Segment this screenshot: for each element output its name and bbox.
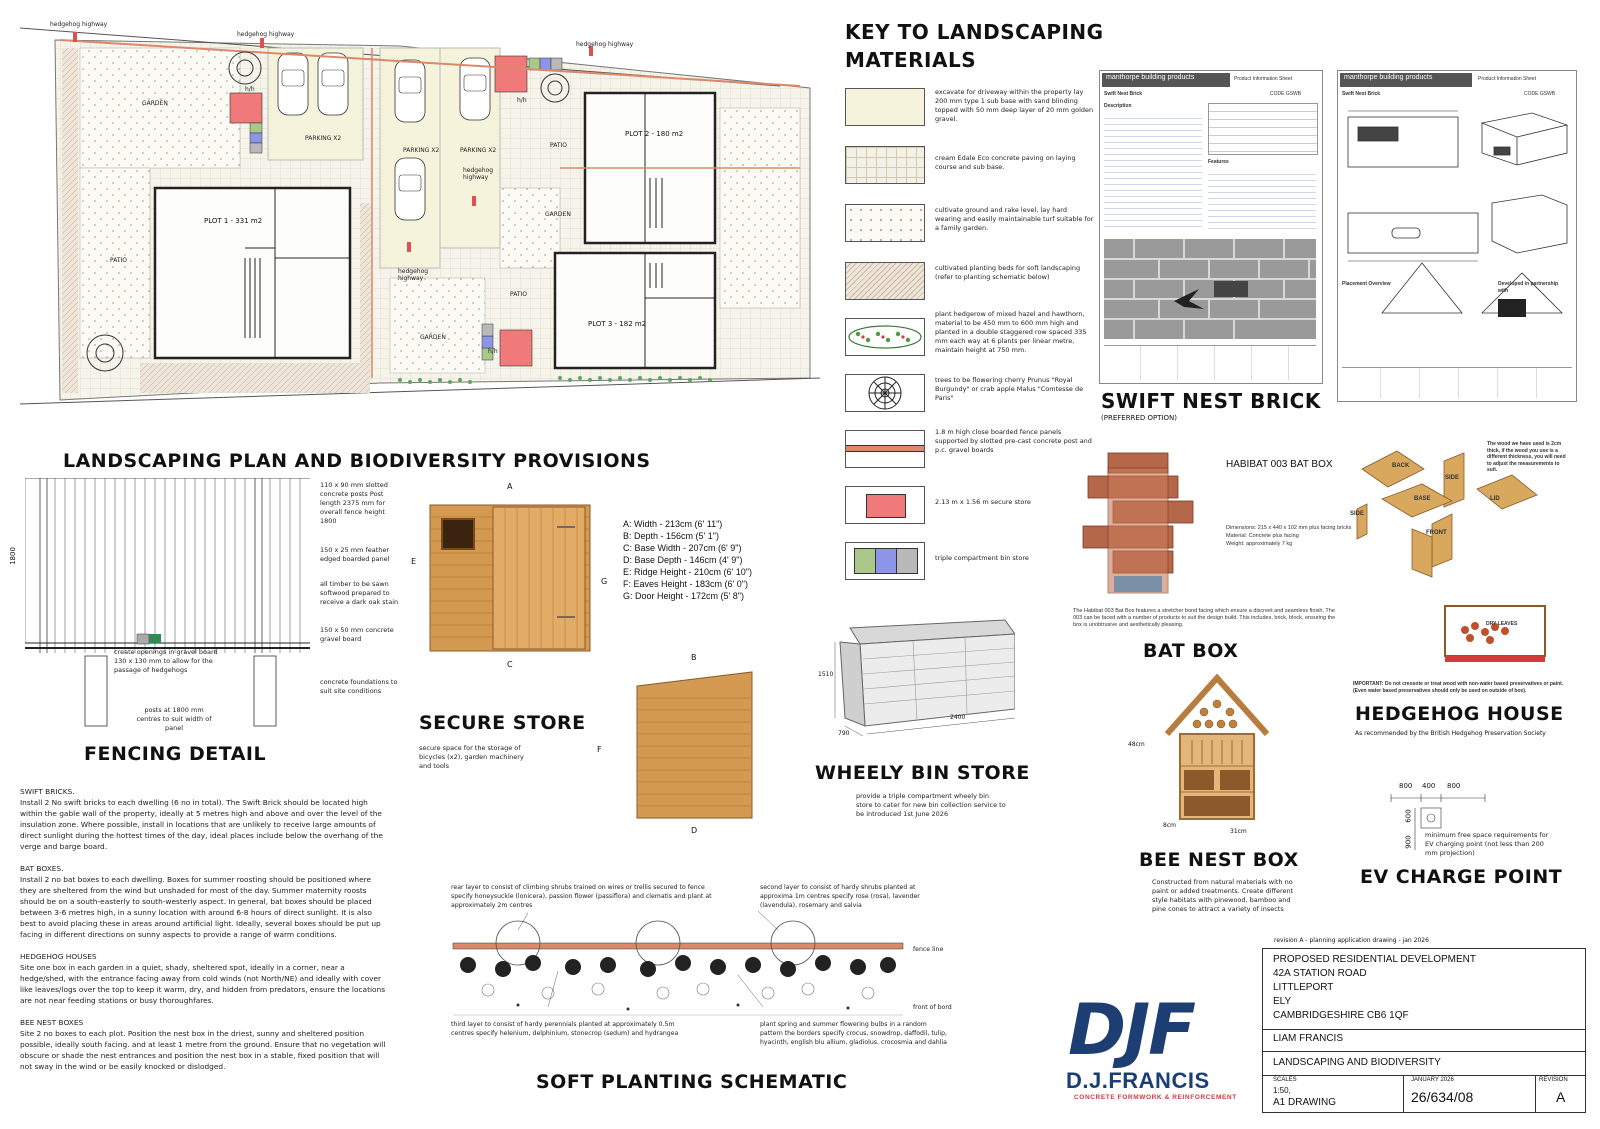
- bin-title: WHEELY BIN STORE: [815, 762, 1030, 784]
- note-heading: BAT BOXES.: [20, 864, 64, 873]
- planting-title: SOFT PLANTING SCHEMATIC: [536, 1071, 848, 1093]
- hedgehog-warning: IMPORTANT: Do not creosote or treat wood with non-water based preservatives or paint. (Even water based preservatives should only be used on outside of box).: [1353, 681, 1564, 694]
- address-line: ELY: [1273, 996, 1292, 1007]
- bin-store-image: [825, 614, 1015, 744]
- store-dim-e: E: [411, 557, 417, 566]
- store-dim-f: F: [597, 745, 602, 754]
- logo-mark: DJF: [1068, 989, 1194, 1071]
- address-line: 42A STATION ROAD: [1273, 968, 1367, 979]
- garden-label-2: GARDEN: [420, 334, 446, 341]
- store-dim-line: G: Door Height - 172cm (5' 8"): [623, 591, 744, 601]
- hedgehog-wood-note: The wood we have used is 2cm thick, if the wood you use is a different thickness, you will need to adjust the measurements to suit.: [1487, 441, 1566, 473]
- bat-title: BAT BOX: [1143, 640, 1239, 662]
- fence-note-posts: 110 x 90 mm slotted concrete posts Post length 2375 mm for overall fence height 1800: [320, 481, 388, 525]
- planting-bulbs-note: plant spring and summer flowering bulbs in a random pattern the borders specify crocus, snowdrop, daffodil, tulip, hyacinth, english blu allium, gladiolus. crocosmia and dahlia: [760, 1021, 948, 1046]
- hedgehog-label-5: hedgehog highway: [463, 167, 494, 181]
- fencing-title: FENCING DETAIL: [84, 743, 267, 765]
- key-item-turf: [845, 204, 1094, 244]
- swift-features-hd: Features: [1208, 159, 1229, 165]
- bat-dimensions: Dimensions: 215 x 440 x 102 mm plus facing bricks: [1226, 525, 1352, 531]
- bat-product: HABIBAT 003 BAT BOX: [1226, 459, 1333, 470]
- parking-label-1: PARKING X2: [305, 135, 342, 142]
- plot1-label: PLOT 1 - 331 m2: [204, 217, 263, 225]
- title-block-revision: A: [1556, 1089, 1566, 1105]
- title-block-address: [1273, 953, 1476, 1023]
- hedgehog-dry-leaves: DRY LEAVES: [1486, 621, 1518, 627]
- hedgehog-part-side-2: SIDE: [1350, 511, 1365, 517]
- fence-opening-note: create openings in gravel board 130 x 130 mm to allow for the passage of hedgehogs: [114, 648, 218, 674]
- fence-note-foundations: concrete foundations to suit site conditions: [320, 678, 398, 695]
- hedgehog-subtitle: As recommended by the British Hedgehog Preservation Society: [1355, 730, 1546, 737]
- swift-sheet-label-2: Product Information Sheet: [1478, 76, 1537, 82]
- swift-sheet-1: [1099, 70, 1323, 384]
- key-item-bins: [845, 542, 1090, 582]
- plot3-label: PLOT 3 - 182 m2: [588, 320, 647, 328]
- bee-dim-depth: 8cm: [1163, 822, 1176, 829]
- store-dim-line: B: Depth - 156cm (5' 1"): [623, 531, 719, 541]
- note-body: Site one box in each garden in a quiet, shady, sheltered spot, ideally in a corner, near a hedge/shed, with the entrance facing away from cold winds (not North/NE) and ideally with cover like leaves/logs over the top to keep it warm, dry, and hidden from predators, ensure the locations are not near feeding stations or busy thoroughfares.: [20, 963, 386, 1005]
- key-text-store: 2.13 m x 1.56 m secure store: [935, 498, 1031, 506]
- store-dimensions-list: [623, 518, 752, 602]
- address-line: CAMBRIDGESHIRE CB6 1QF: [1273, 1010, 1409, 1021]
- store-dim-c: C: [507, 660, 513, 669]
- hedgehog-part-back: BACK: [1392, 463, 1410, 469]
- swift-brand-2: manthorpe building products: [1344, 74, 1433, 81]
- key-item-trees: [845, 374, 1090, 414]
- bin-dim-width: 2400: [950, 714, 966, 721]
- store-dim-d: D: [691, 826, 698, 835]
- planting-fence-line: fence line: [913, 946, 944, 953]
- title-block-date: JANUARY 2026: [1411, 1077, 1454, 1083]
- key-swatch-paving: [845, 146, 925, 184]
- bin-description: provide a triple compartment wheely bin store to cater for new bin collection service to be introduced 1st June 2026: [856, 792, 1006, 818]
- fence-elevation: [25, 478, 315, 738]
- swift-code-1: CODE GSWB: [1270, 91, 1302, 97]
- bee-title: BEE NEST BOX: [1139, 849, 1299, 871]
- company-logo: [1062, 989, 1258, 1103]
- store-side-view: [632, 668, 757, 828]
- fence-height-dim: 1800: [8, 547, 17, 565]
- patio-label-1: PATIO: [110, 257, 128, 264]
- hedgehog-label-3: hedgehog highway: [576, 41, 634, 48]
- bat-material: Material: Concrete plus facing: [1226, 533, 1299, 539]
- bat-weight: Weight: approximately 7 kg: [1226, 541, 1293, 547]
- title-block: [1262, 948, 1586, 1113]
- garden-label-3: GARDEN: [545, 211, 571, 218]
- key-item-paving: [845, 146, 1090, 186]
- hedgehog-battens: BATTENS TO RAISE BOX: [1482, 664, 1537, 669]
- planting-third-note: third layer to consist of hardy perennials planted at approximately 0.5m centres specify helenium, delphinium, stonecrop (sedum) and hydrangea: [451, 1021, 679, 1037]
- planting-second-note: second layer to consist of hardy shrubs planted at approxima 1m centres specify rose (rosa), lavender (lavendula), rosemary and salvia: [760, 884, 920, 909]
- hedgehog-house-section: [1440, 600, 1550, 670]
- ev-dim-5: 900: [1404, 835, 1413, 849]
- bat-caption: The Habibat 003 Bat Box features a stretcher bond facing which ensure a discreet and seamless finish. The 003 can be faced with a number of products to suit the design build. This includes, brick, block, ensuring the box is unobtrusive and aesthetically pleasing.: [1073, 608, 1336, 628]
- hedgehog-title: HEDGEHOG HOUSE: [1355, 703, 1564, 725]
- key-item-planting: [845, 262, 1090, 302]
- ev-dim-3: 800: [1447, 782, 1461, 790]
- title-block-size: A1 DRAWING: [1273, 1097, 1336, 1108]
- store-dim-line: C: Base Width - 207cm (6' 9"): [623, 543, 742, 553]
- hedgehog-part-base: BASE: [1414, 496, 1431, 502]
- key-swatch-trees: [845, 374, 925, 412]
- key-item-fence: [845, 430, 1090, 470]
- address-line: LITTLEPORT: [1273, 982, 1334, 993]
- fence-note-gravel-board: 150 x 50 mm concrete gravel board: [320, 626, 394, 643]
- bee-description: Constructed from natural materials with no paint or added treatments. Create different style habitats with pinewood, bamboo and pine cones to attract a variety of insects: [1152, 878, 1294, 913]
- store-dim-a: A: [507, 482, 513, 491]
- title-block-client: LIAM FRANCIS: [1273, 1033, 1344, 1044]
- swift-brick-wall-image: [1104, 239, 1316, 339]
- hedgehog-label-2: hedgehog highway: [237, 31, 295, 38]
- bee-dim-height: 48cm: [1128, 741, 1145, 748]
- key-text-gravel: excavate for driveway within the property lay 200 mm type 1 sub base with sand blinding topped with 50 mm deep layer of 20 mm golden gravel.: [935, 88, 1094, 123]
- fence-posts-note: posts at 1800 mm centres to suit width of panel: [136, 706, 212, 732]
- key-text-trees: trees to be flowering cherry Prunus "Royal Burgundy" or crab apple Malus "Comtesse de Paris": [935, 376, 1084, 402]
- key-swatch-planting: [845, 262, 925, 300]
- note-body: Install 2 No swift bricks to each dwelling (6 no in total). The Swift Brick should be located high within the gable wall of the property, ideally at 5 metres high and above and over the level of the insulation zone. Where possible, install in locations that are unlikely to receive large amounts of direct sunlight during the hottest times of the day, ideal places include below the overhang of the verge and barge board.: [20, 798, 383, 851]
- swift-description-hd: Description: [1104, 103, 1132, 109]
- store-description: secure space for the storage of bicycles (x2), garden machinery and tools: [419, 744, 524, 770]
- ev-title: EV CHARGE POINT: [1360, 866, 1563, 888]
- ev-dim-2: 400: [1422, 782, 1436, 790]
- swift-product-1: Swift Nest Brick: [1104, 91, 1143, 97]
- swift-partner-hd: Developed in partnership with: [1498, 281, 1559, 294]
- key-text-bins: triple compartment bin store: [935, 554, 1029, 562]
- ev-dim-1: 800: [1399, 782, 1413, 790]
- swift-sheet-label-1: Product Information Sheet: [1234, 76, 1293, 82]
- store-front-view: [425, 497, 595, 657]
- parking-label-2: PARKING X2: [403, 147, 440, 154]
- store-title: SECURE STORE: [419, 712, 586, 734]
- planting-rear-note: rear layer to consist of climbing shrubs trained on wires or trellis secured to fence specify honeysuckle (lonicera), passion flower (passiflora) and clematis and plant at approximately 2m centres: [451, 884, 712, 909]
- hedgehog-label-4: hedgehog highway: [398, 268, 429, 282]
- swift-brand-1: manthorpe building products: [1106, 74, 1195, 81]
- key-text-turf: cultivate ground and rake level, lay hard wearing and easily maintainable turf suitable for a family garden.: [935, 206, 1094, 232]
- fence-note-panel: 150 x 25 mm feather edged boarded panel: [320, 546, 390, 563]
- swift-placement-hd: Placement Overview: [1342, 281, 1391, 287]
- hedgehog-part-lid: LID: [1490, 496, 1500, 502]
- swift-sheet-2: [1337, 70, 1577, 402]
- note-heading: BEE NEST BOXES: [20, 1018, 84, 1027]
- biodiversity-notes: [20, 786, 388, 1072]
- title-block-scale: 1:50,: [1273, 1086, 1291, 1095]
- note-heading: SWIFT BRICKS.: [20, 787, 75, 796]
- store-dim-line: F: Eaves Height - 183cm (6' 0"): [623, 579, 748, 589]
- key-item-store: [845, 486, 1090, 526]
- patio-label-2: PATIO: [550, 142, 568, 149]
- ev-note: minimum free space requirements for EV charging point (not less than 200 mm projection): [1425, 831, 1549, 857]
- revision-note: revision A - planning application drawing - jan 2026: [1274, 937, 1429, 944]
- key-text-paving: cream Edale Eco concrete paving on laying course and sub base.: [935, 154, 1076, 171]
- bin-dim-depth: 790: [838, 730, 850, 737]
- key-swatch-hedgerow: [845, 318, 925, 356]
- plot2-label: PLOT 2 - 180 m2: [625, 130, 684, 138]
- store-dim-line: D: Base Depth - 146cm (4' 9"): [623, 555, 743, 565]
- swift-code-2: CODE GSWB: [1524, 91, 1556, 97]
- hedgehog-label-1: hedgehog highway: [50, 21, 108, 28]
- site-plan: [20, 18, 820, 418]
- note-heading: HEDGEHOG HOUSES: [20, 952, 97, 961]
- main-title: LANDSCAPING PLAN AND BIODIVERSITY PROVISIONS: [63, 450, 651, 472]
- patio-label-3: PATIO: [510, 291, 528, 298]
- key-title-line2: MATERIALS: [845, 48, 977, 72]
- planting-front-border: front of bord: [913, 1004, 952, 1011]
- fence-note-timber: all timber to be sawn softwood prepared to receive a dark oak stain: [320, 580, 399, 606]
- swift-title: SWIFT NEST BRICK: [1101, 389, 1321, 413]
- swift-dimension-drawings: [1342, 103, 1572, 353]
- logo-tagline: CONCRETE FORMWORK & REINFORCEMENT: [1074, 1094, 1237, 1101]
- title-block-drawing-number: 26/634/08: [1411, 1089, 1474, 1105]
- store-dim-line: E: Ridge Height - 210cm (6' 10"): [623, 567, 752, 577]
- parking-label-3: PARKING X2: [460, 147, 497, 154]
- bat-box-image: [1078, 448, 1203, 598]
- address-line: PROPOSED RESIDENTIAL DEVELOPMENT: [1273, 954, 1477, 965]
- logo-name: D.J.FRANCIS: [1066, 1068, 1210, 1093]
- key-swatch-gravel: [845, 88, 925, 126]
- note-body: Install 2 no bat boxes to each dwelling. Boxes for summer roosting should be positioned where they are sheltered from the wind but unshaded for most of the day. Summer maternity roosts should be on a south-easterly to south-westerly aspect. In general, bat boxes should be placed between 3-6 metres high, in a sunny location with around 6-8 hours of direct sunlight. It is also best to avoid placing these in areas around artificial light. Ideally, several boxes should be put up facing in different directions on sunny aspects to provide a range of warm conditions.: [20, 875, 381, 939]
- store-dim-line: A: Width - 213cm (6' 11"): [623, 519, 723, 529]
- key-swatch-fence: [845, 430, 925, 468]
- bin-dim-height: 1510: [818, 671, 834, 678]
- note-body: Site 2 no boxes to each plot. Position the nest box in the driest, sunny and sheltered position possible, ideally south facing. and at least 1 metre from the ground. Ensure that no vegetation will obscure or shade the nest entrances and position the nest box in a stable, fixed position that will not sway in the wind or be easily knocked or dislodged.: [20, 1029, 386, 1071]
- title-block-revision-label: REVISION: [1539, 1077, 1568, 1083]
- hedgehog-part-side: SIDE: [1445, 475, 1460, 481]
- bee-box-image: [1162, 674, 1272, 824]
- hh-label-1: h/h: [245, 86, 255, 93]
- key-text-planting: cultivated planting beds for soft landscaping (refer to planting schematic below): [935, 264, 1081, 281]
- key-item-hedgerow: [845, 310, 1090, 358]
- store-dim-g: G: [601, 577, 608, 586]
- bee-dim-width: 31cm: [1230, 828, 1247, 835]
- hedgehog-part-front: FRONT: [1426, 530, 1447, 536]
- store-dim-b: B: [691, 653, 697, 662]
- key-item-gravel: [845, 88, 1094, 128]
- hh-label-2: h/h: [517, 97, 527, 104]
- title-block-drawing-title: LANDSCAPING AND BIODIVERSITY: [1273, 1057, 1441, 1068]
- title-block-scales-label: SCALES: [1273, 1077, 1297, 1083]
- key-text-fence: 1.8 m high close boarded fence panels supported by slotted pre-cast concrete post and p.c. gravel boards: [935, 428, 1092, 454]
- garden-label-1: GARDEN: [142, 100, 168, 107]
- swift-subtitle: (PREFERRED OPTION): [1101, 414, 1178, 422]
- key-swatch-store: [845, 486, 925, 524]
- ev-dim-4: 600: [1404, 809, 1413, 823]
- swift-product-2: Swift Nest Brick: [1342, 91, 1381, 97]
- key-swatch-turf: [845, 204, 925, 242]
- key-text-hedgerow: plant hedgerow of mixed hazel and hawthorn, material to be 450 mm to 600 mm high and planted in a double staggered row spaced 335 mm each way at 6 plants per linear metre, maintain height at 750 mm.: [935, 310, 1087, 354]
- key-title-line1: KEY TO LANDSCAPING: [845, 20, 1104, 44]
- hh-label-3: h/h: [488, 348, 498, 355]
- key-swatch-bins: [845, 542, 925, 580]
